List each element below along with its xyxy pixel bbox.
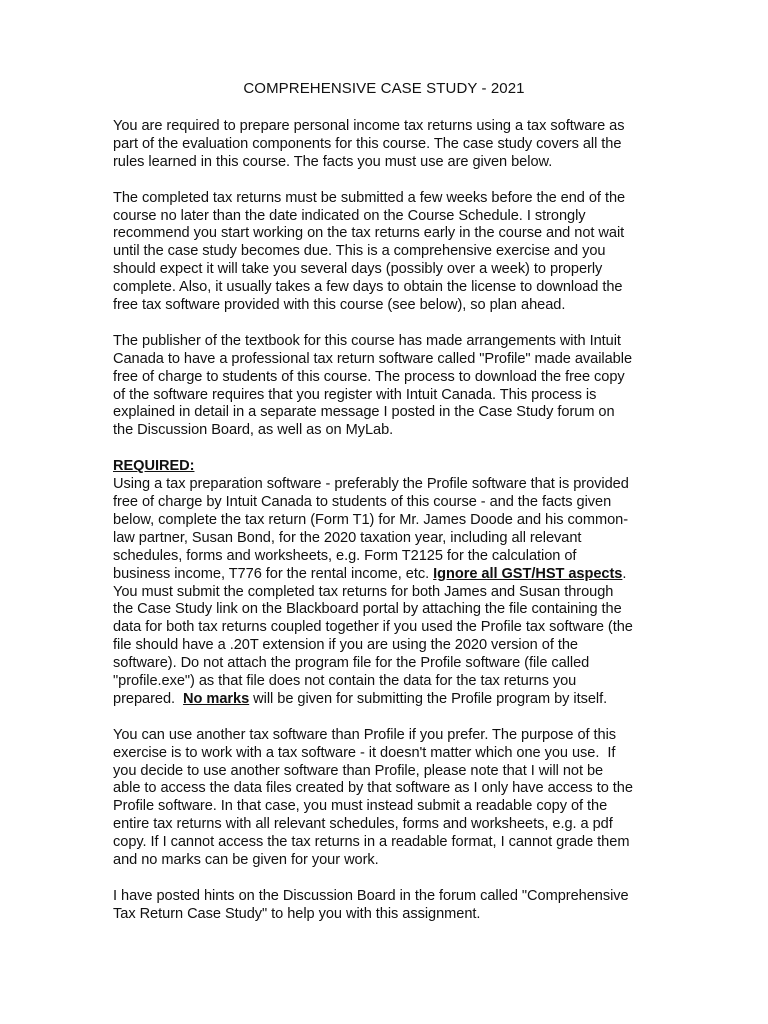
required-paragraph [113, 458, 673, 709]
paragraph-line: free of charge to students of this course. The process to download the free copy [113, 368, 625, 385]
paragraph-line: explained in detail in a separate message I posted in the Case Study forum on [113, 404, 615, 421]
gst-emphasis: Ignore all GST/HST aspects [433, 565, 623, 582]
paragraph-line: the Discussion Board, as well as on MyLab. [113, 422, 394, 439]
paragraph-line: "profile.exe") as that file does not contain the data for the tax returns you [113, 673, 577, 690]
paragraph-line: until the case study becomes due. This is a comprehensive exercise and you [113, 243, 606, 260]
no-marks-emphasis: No marks [183, 690, 250, 707]
software-paragraph [113, 333, 673, 440]
no-marks-line [113, 691, 673, 709]
paragraph-line: I have posted hints on the Discussion Board in the forum called "Comprehensive [113, 887, 629, 904]
paragraph-line: and no marks can be given for your work. [113, 852, 379, 869]
gst-line-text: business income, T776 for the rental income, etc. [113, 565, 434, 582]
paragraph-line: course no later than the date indicated on the Course Schedule. I strongly [113, 207, 586, 224]
deadline-paragraph [113, 190, 673, 315]
paragraph-line: Profile software. In that case, you must instead submit a readable copy of the [113, 798, 608, 815]
paragraph-line: file should have a .20T extension if you are using the 2020 version of the [113, 637, 578, 654]
paragraph-line: below, complete the tax return (Form T1) for Mr. James Doode and his common- [113, 511, 629, 528]
alternative-software-paragraph [113, 727, 673, 870]
paragraph-line: data for both tax returns coupled together if you used the Profile tax software (the [113, 619, 633, 636]
paragraph-line: You must submit the completed tax returns for both James and Susan through [113, 583, 614, 600]
paragraph-line: exercise is to work with a tax software - it doesn't matter which one you use. If [113, 744, 616, 761]
gst-line [113, 566, 673, 584]
intro-paragraph [113, 118, 673, 172]
paragraph-line: Using a tax preparation software - preferably the Profile software that is provided [113, 476, 629, 493]
paragraph-line: the Case Study link on the Blackboard portal by attaching the file containing the [113, 601, 622, 618]
paragraph-line: complete. Also, it usually takes a few days to obtain the license to download the [113, 279, 623, 296]
paragraph-line: Tax Return Case Study" to help you with this assignment. [113, 905, 481, 922]
required-heading: REQUIRED: [113, 458, 195, 475]
paragraph-line: of the software requires that you register with Intuit Canada. This process is [113, 386, 597, 403]
hints-paragraph [113, 888, 673, 924]
no-marks-line-text: prepared. [113, 690, 184, 707]
paragraph-line: rules learned in this course. The facts you must use are given below. [113, 153, 553, 170]
paragraph-line: The publisher of the textbook for this course has made arrangements with Intuit [113, 332, 621, 349]
paragraph-line: free tax software provided with this course (see below), so plan ahead. [113, 297, 566, 314]
paragraph-line: copy. If I cannot access the tax returns in a readable format, I cannot grade them [113, 834, 630, 851]
no-marks-line-end: will be given for submitting the Profile program by itself. [249, 690, 608, 707]
paragraph-line: You are required to prepare personal income tax returns using a tax software as [113, 118, 625, 134]
paragraph-line: Canada to have a professional tax return software called "Profile" made available [113, 350, 633, 367]
paragraph-line: should expect it will take you several days (possibly over a week) to properly [113, 261, 603, 278]
paragraph-line: part of the evaluation components for this course. The case study covers all the [113, 135, 622, 152]
paragraph-line: entire tax returns with all relevant schedules, forms and worksheets, e.g. a pdf [113, 816, 613, 833]
paragraph-line: law partner, Susan Bond, for the 2020 taxation year, including all relevant [113, 529, 582, 546]
gst-line-end: . [622, 565, 627, 582]
paragraph-line: able to access the data files created by that software as I only have access to the [113, 780, 633, 797]
paragraph-line: You can use another tax software than Profile if you prefer. The purpose of this [113, 726, 617, 743]
paragraph-line: software). Do not attach the program file for the Profile software (file called [113, 655, 590, 672]
paragraph-line: recommend you start working on the tax returns early in the course and not wait [113, 225, 625, 242]
document-title: COMPREHENSIVE CASE STUDY - 2021 [243, 80, 525, 97]
paragraph-line: The completed tax returns must be submitted a few weeks before the end of the [113, 189, 626, 206]
paragraph-line: free of charge by Intuit Canada to students of this course - and the facts given [113, 493, 612, 510]
document-body [113, 118, 673, 942]
paragraph-line: schedules, forms and worksheets, e.g. Form T2125 for the calculation of [113, 547, 577, 564]
paragraph-line: you decide to use another software than Profile, please note that I will not be [113, 762, 604, 779]
